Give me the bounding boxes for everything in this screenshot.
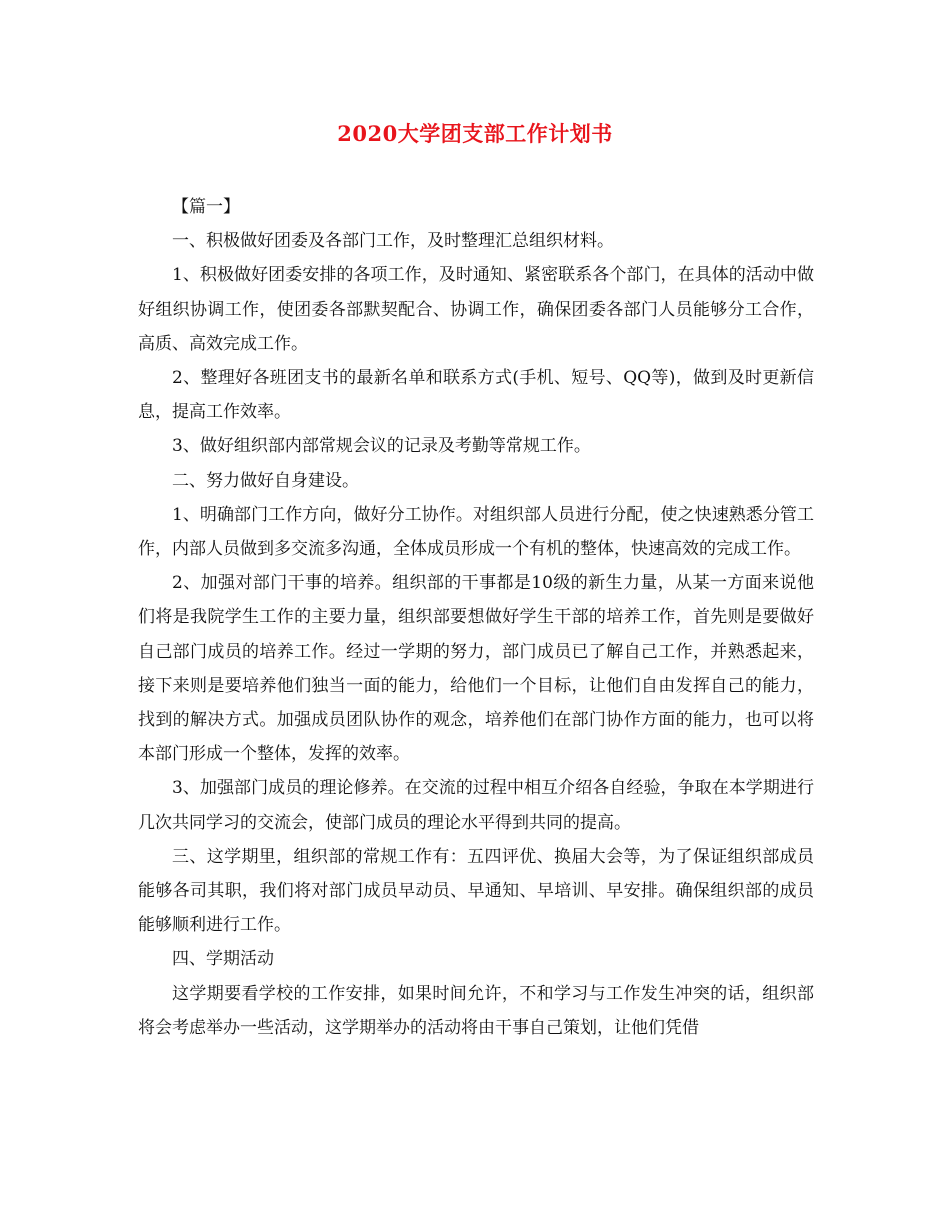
paragraph: 1、明确部门工作方向，做好分工协作。对组织部人员进行分配，使之快速熟悉分管工作，内部人员做到多交流多沟通，全体成员形成一个有机的整体，快速高效的完成工作。 — [138, 504, 814, 560]
section-heading-4: 四、学期活动 — [172, 949, 274, 970]
paragraph: 2、加强对部门干事的培养。组织部的干事都是10级的新生力量，从某一方面来说他们将是我院学生工作的主要力量，组织部要想做好学生干部的培养工作，首先则是要做好自己部门成员的培养工作。经过一学期的努力，部门成员已了解自己工作，并熟悉起来，接下来则是要培养他们独当一面的能力，给他们一个目标，让他们自由发挥自己的能力，找到的解决方式。加强成员团队协作的观念，培养他们在部门协作方面的能力，也可以将本部门形成一个整体，发挥的效率。 — [138, 573, 814, 765]
paragraph: 3、加强部门成员的理论修养。在交流的过程中相互介绍各自经验，争取在本学期进行几次共同学习的交流会，使部门成员的理论水平得到共同的提高。 — [138, 778, 814, 833]
section-heading-3: 三、这学期里，组织部的常规工作有：五四评优、换届大会等，为了保证组织部成员能够各司其职，我们将对部门成员早动员、早通知、早培训、早安排。确保组织部的成员能够顺利进行工作。 — [138, 846, 814, 936]
paragraph: 这学期要看学校的工作安排，如果时间允许，不和学习与工作发生冲突的话，组织部将会考虑举办一些活动，这学期举办的活动将由干事自己策划，让他们凭借 — [138, 983, 814, 1038]
paragraph: 1、积极做好团委安排的各项工作，及时通知、紧密联系各个部门，在具体的活动中做好组织协调工作，使团委各部默契配合、协调工作，确保团委各部门人员能够分工合作，高质、高效完成工作。 — [138, 265, 814, 354]
paragraph: 3、做好组织部内部常规会议的记录及考勤等常规工作。 — [172, 436, 591, 457]
document-body — [138, 190, 814, 1045]
section-heading-1: 一、积极做好团委及各部门工作，及时整理汇总组织材料。 — [172, 231, 614, 252]
paragraph: 2、整理好各班团支书的最新名单和联系方式(手机、短号、QQ等)，做到及时更新信息，提高工作效率。 — [138, 368, 814, 423]
document-title: 2020大学团支部工作计划书 — [337, 121, 613, 146]
section-label: 【篇一】 — [172, 197, 240, 217]
section-heading-2: 二、努力做好自身建设。 — [172, 470, 359, 491]
